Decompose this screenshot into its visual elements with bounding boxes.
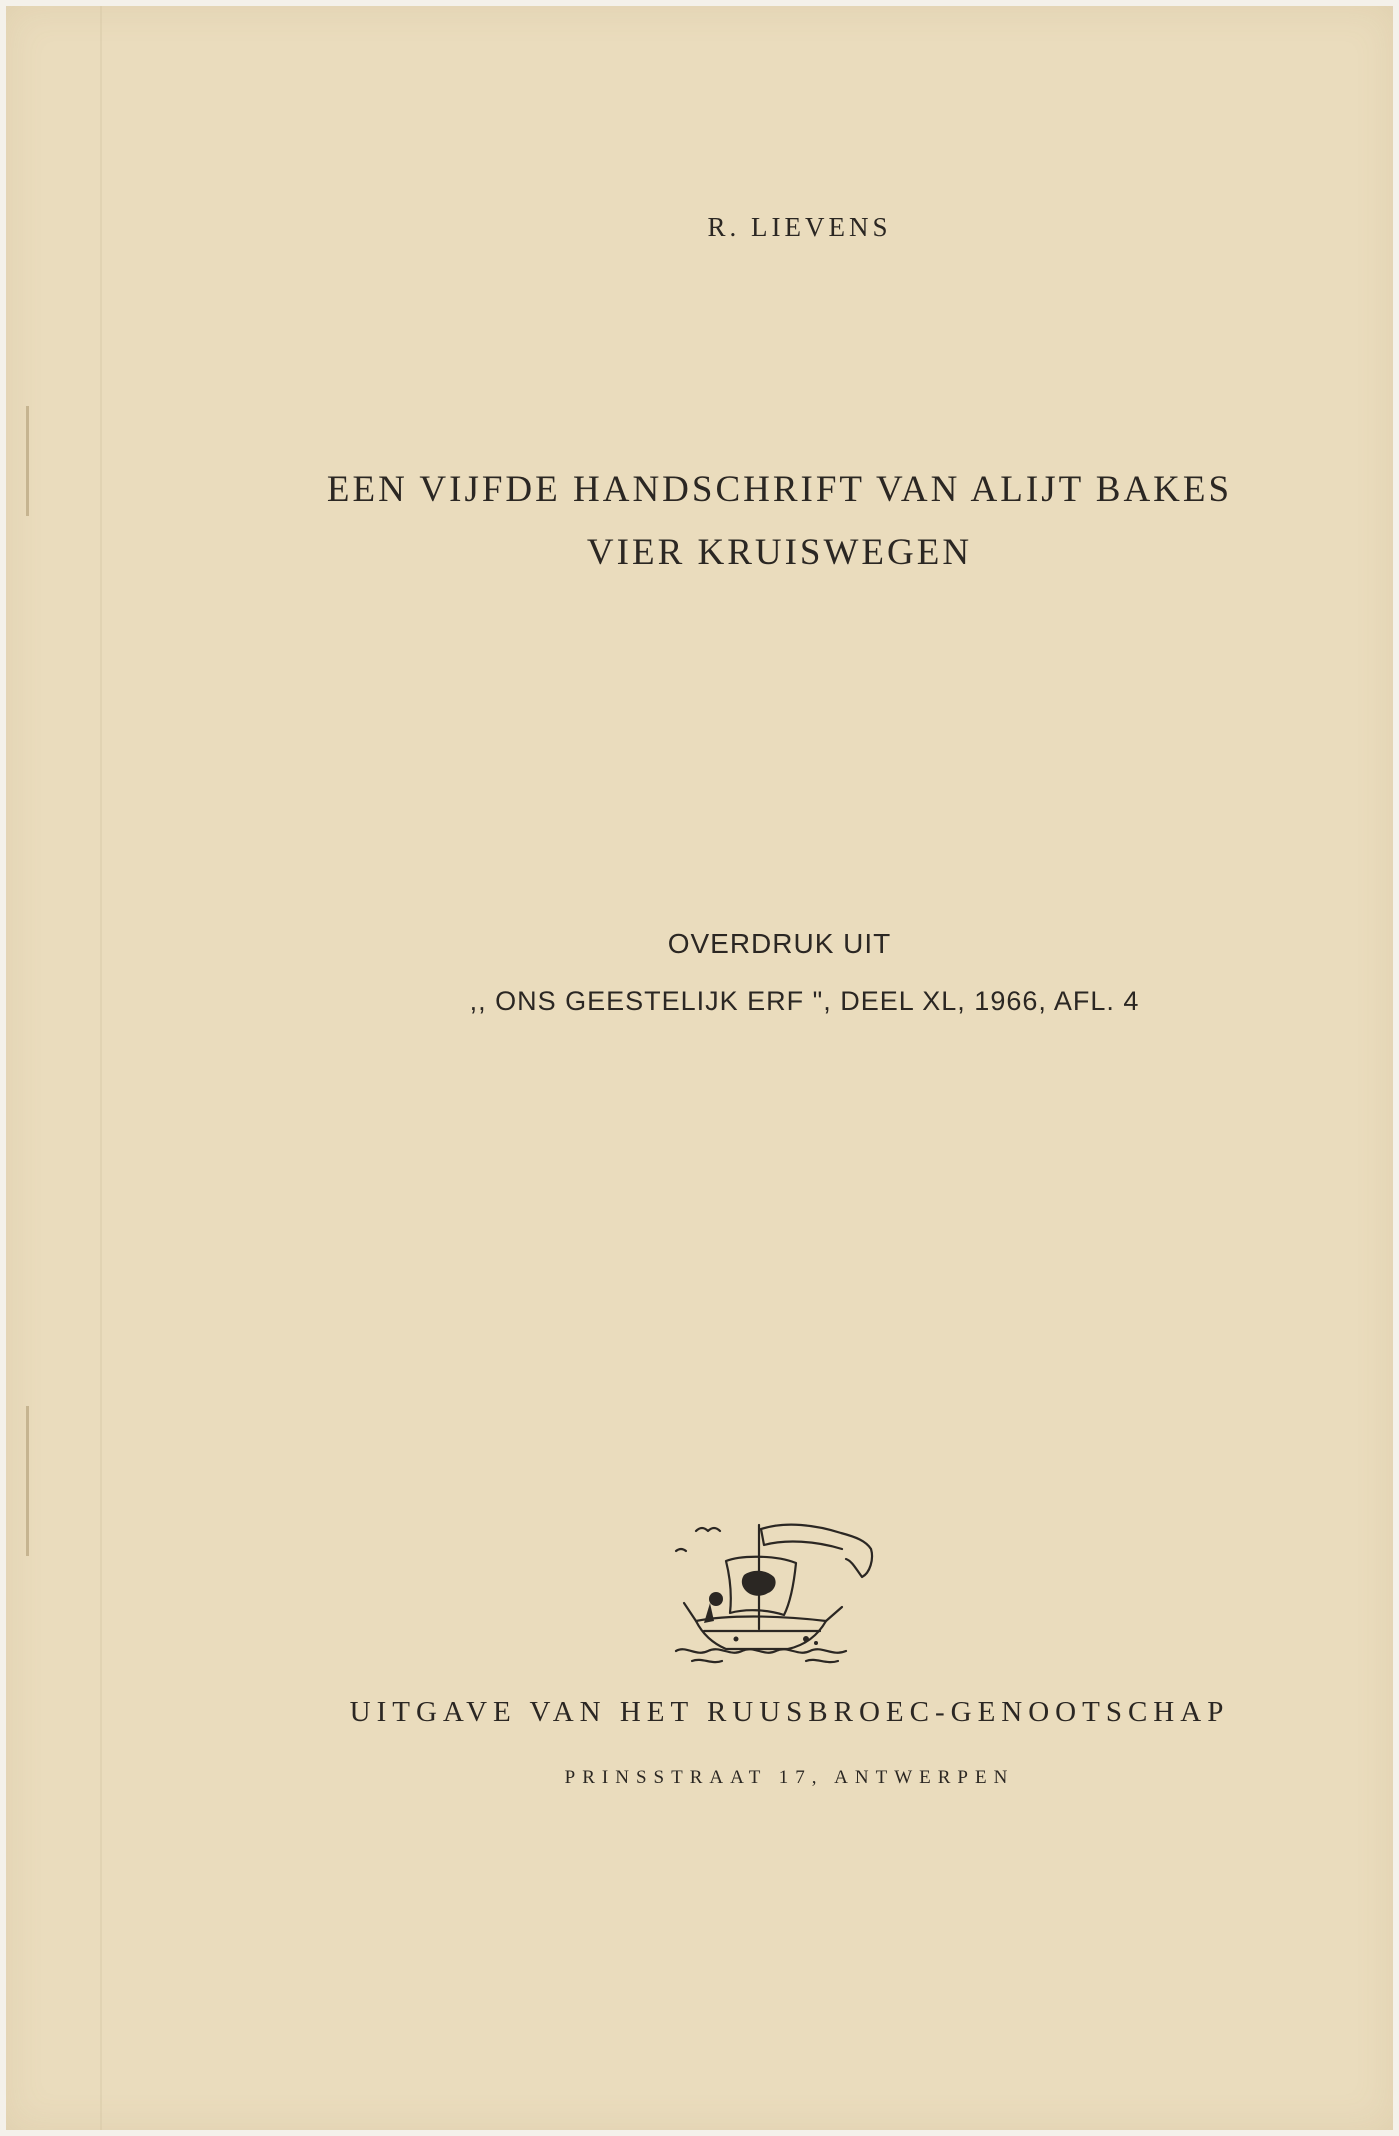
staple-mark-bottom: [26, 1406, 29, 1556]
offprint-source: ,, ONS GEESTELIJK ERF ", DEEL XL, 1966, AFL. 4: [469, 986, 1140, 1016]
book-cover: [6, 6, 1393, 2130]
title-line-2: VIER KRUISWEGEN: [586, 532, 973, 573]
ship-emblem-icon: [656, 1511, 886, 1666]
publisher-address: PRINSSTRAAT 17, ANTWERPEN: [564, 1767, 1015, 1788]
offprint-label: OVERDRUK UIT: [667, 928, 892, 959]
publisher-name: UITGAVE VAN HET RUUSBROEC-GENOOTSCHAP: [349, 1696, 1230, 1728]
staple-mark-top: [26, 406, 29, 516]
author-name: R. LIEVENS: [707, 212, 892, 242]
title-line-1: EEN VIJFDE HANDSCHRIFT VAN ALIJT BAKES: [326, 469, 1233, 510]
spine-fold: [100, 6, 102, 2130]
